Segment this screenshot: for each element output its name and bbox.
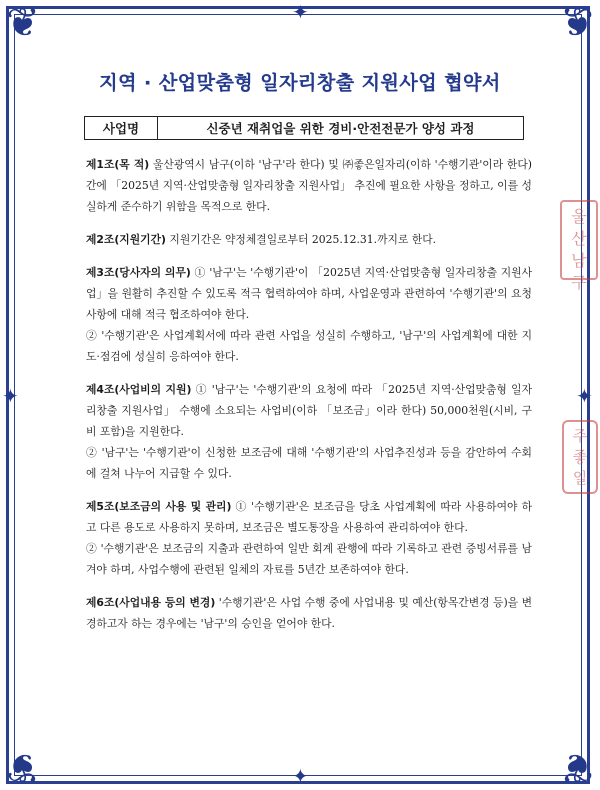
article-heading: 제2조(지원기간) xyxy=(86,233,166,246)
article-text: '수행기관'은 사업 수행 중에 사업내용 및 예산(항목간변경 등)을 변경하고자 하는 경우에는 '남구'의 승인을 얻어야 한다. xyxy=(86,596,532,630)
corner-ornament-icon: ❦ xyxy=(560,744,594,790)
article-1 xyxy=(86,154,532,217)
article-heading: 제1조(목 적) xyxy=(86,158,150,171)
article-text-2: ② '남구'는 '수행기관'이 신청한 보조금에 대해 '수행기관'의 사업추진성과 등을 감안하여 수회에 걸쳐 나누어 지급할 수 있다. xyxy=(86,446,532,480)
right-ornament-icon: ✦ xyxy=(576,384,593,408)
corner-ornament-icon: ❦ xyxy=(560,0,594,46)
article-5 xyxy=(86,496,532,580)
article-2 xyxy=(86,229,532,250)
project-label: 사업명 xyxy=(85,117,158,140)
corner-ornament-icon: ❦ xyxy=(6,744,40,790)
article-heading: 제3조(당사자의 의무) xyxy=(86,266,191,279)
article-4 xyxy=(86,379,532,484)
article-3 xyxy=(86,262,532,367)
article-heading: 제4조(사업비의 지원) xyxy=(86,383,192,396)
article-text-2: ② '수행기관'은 사업계획서에 따라 관련 사업을 성실히 수행하고, '남구'의 사업계획에 대한 지도·점검에 성실히 응하여야 한다. xyxy=(86,329,532,363)
project-name: 신중년 재취업을 위한 경비·안전전문가 양성 과정 xyxy=(158,117,524,140)
agreement-body xyxy=(86,154,532,646)
top-ornament-icon: ✦ xyxy=(292,0,309,24)
article-text: ① '남구'는 '수행기관'이 「2025년 지역·산업맞춤형 일자리창출 지원사업」을 원활히 추진할 수 있도록 적극 협력하여야 하며, 사업운영과 관련하여 '수행기관'의 요청사항에 대해 적극 협조하여야 한다. xyxy=(86,266,533,321)
seal-stamp: 주좋일 xyxy=(562,420,598,494)
seal-stamp: 울산남구 xyxy=(560,200,598,280)
article-text: ① '남구'는 '수행기관'의 요청에 따라 「2025년 지역·산업맞춤형 일자리창출 지원사업」 수행에 소요되는 사업비(이하 「보조금」이라 한다) 50,000천원(시비, 구비 포함)을 지원한다. xyxy=(86,383,533,438)
bottom-ornament-icon: ✦ xyxy=(292,764,309,788)
document-title: 지역 · 산업맞춤형 일자리창출 지원사업 협약서 xyxy=(99,72,501,94)
corner-ornament-icon: ❦ xyxy=(6,0,40,46)
article-text: 울산광역시 남구(이하 '남구'라 한다) 및 ㈜좋은일자리(이하 '수행기관'이라 한다) 간에 「2025년 지역·산업맞춤형 일자리창출 지원사업」 추진에 필요한 사항을 정하고, 이를 성실하게 준수하기 위함을 목적으로 한다. xyxy=(86,158,532,213)
article-6 xyxy=(86,592,532,634)
article-text: ① '수행기관'은 보조금을 당초 사업계획에 따라 사용하여야 하고 다른 용도로 사용하지 못하며, 보조금은 별도통장을 사용하여 관리하여야 한다. xyxy=(86,500,532,534)
article-heading: 제5조(보조금의 사용 및 관리) xyxy=(86,500,232,513)
article-text: 지원기간은 약정체결일로부터 2025.12.31.까지로 한다. xyxy=(165,233,437,246)
article-text-2: ② '수행기관'은 보조금의 지출과 관련하여 일반 회계 관행에 따라 기록하고 관련 증빙서류를 남겨야 하며, 사업수행에 관련된 일체의 자료를 5년간 보존하여야 한다. xyxy=(86,542,532,576)
project-info-table xyxy=(84,116,524,140)
left-ornament-icon: ✦ xyxy=(2,384,19,408)
article-heading: 제6조(사업내용 등의 변경) xyxy=(86,596,216,609)
